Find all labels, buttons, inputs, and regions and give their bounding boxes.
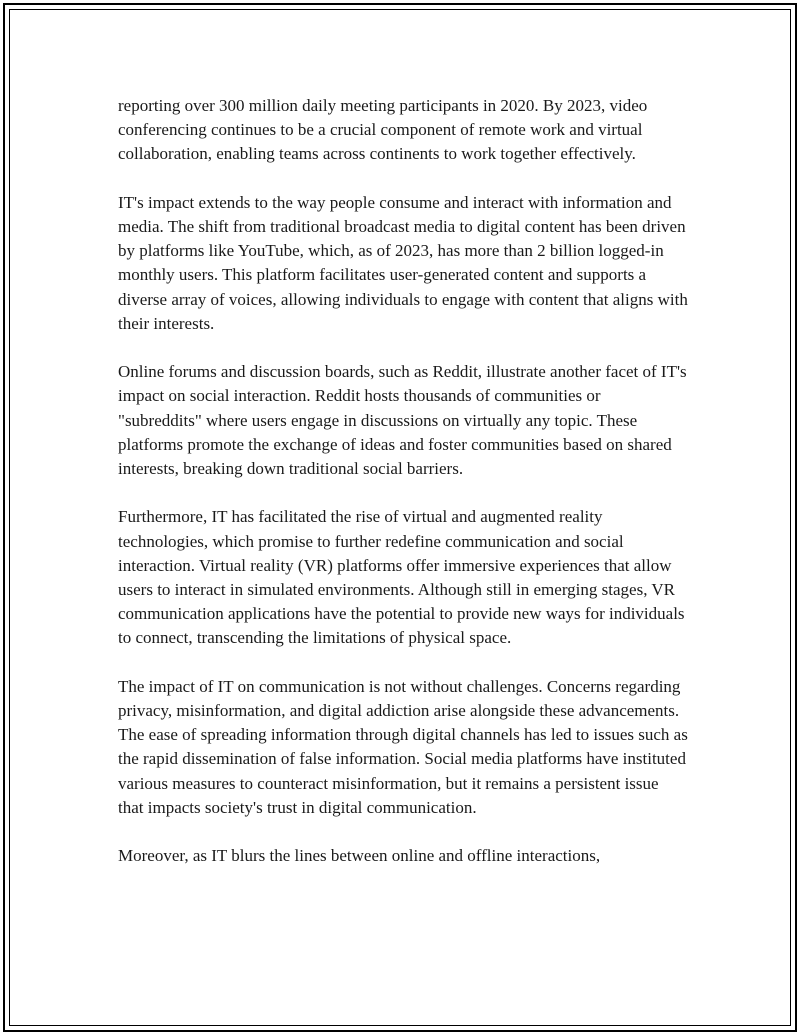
- paragraph: IT's impact extends to the way people consume and interact with information and media. The shift from traditional broadcast media to digital content has been driven by platforms like YouTube, which, as of 2023, has more than 2 billion logged-in monthly users. This platform facilitates user-generated content and supports a diverse array of voices, allowing individuals to engage with content that aligns with their interests.: [118, 192, 688, 333]
- paragraph: Online forums and discussion boards, such as Reddit, illustrate another facet of IT's impact on social interaction. Reddit hosts thousands of communities or "subreddits" where users engage in discussions on virtually any topic. These platforms promote the exchange of ideas and foster communities based on shared interests, breaking down traditional social barriers.: [118, 362, 687, 479]
- paragraph: reporting over 300 million daily meeting participants in 2020. By 2023, video conferencing continues to be a crucial component of remote work and virtual collaboration, enabling teams across continents to work together effectively.: [118, 96, 648, 164]
- paragraph: Furthermore, IT has facilitated the rise of virtual and augmented reality technologies, which promise to further redefine communication and social interaction. Virtual reality (VR) platforms offer immersive experiences that allow users to interact in simulated environments. Although still in emerging stages, VR communication applications have the potential to provide new ways for individuals to connect, transcending the limitations of physical space.: [118, 507, 685, 648]
- document-body: [118, 94, 688, 893]
- paragraph: The impact of IT on communication is not without challenges. Concerns regarding privacy, misinformation, and digital addiction arise alongside these advancements. The ease of spreading information through digital channels has led to issues such as the rapid dissemination of false information. Social media platforms have instituted various measures to counteract misinformation, but it remains a persistent issue that impacts society's trust in digital communication.: [118, 676, 688, 817]
- paragraph: Moreover, as IT blurs the lines between online and offline interactions,: [118, 846, 601, 866]
